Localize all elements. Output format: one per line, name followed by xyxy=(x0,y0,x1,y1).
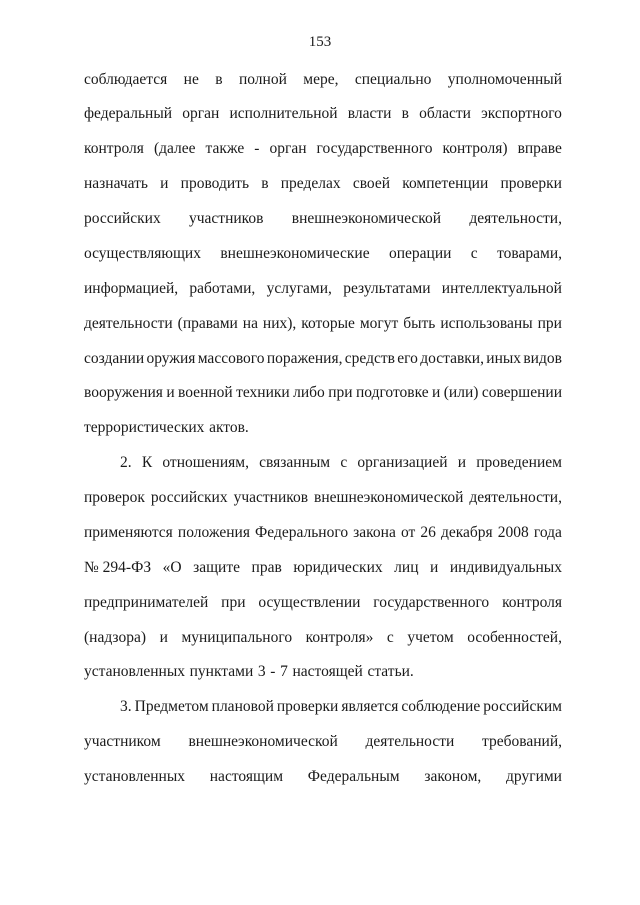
word: орган xyxy=(182,105,220,122)
word: российским xyxy=(483,698,562,715)
word: пунктами xyxy=(189,663,254,680)
word: орган xyxy=(269,140,307,157)
text-line xyxy=(84,174,562,194)
word: техники xyxy=(236,384,290,401)
word: учетом xyxy=(407,629,454,646)
word: - xyxy=(270,663,276,680)
word: в xyxy=(261,175,269,192)
word: компетенции xyxy=(402,175,489,192)
word: полной xyxy=(238,71,287,88)
word: поражения, xyxy=(266,350,343,367)
word: требований, xyxy=(482,733,562,750)
word: операции xyxy=(388,245,452,262)
word: деятельности xyxy=(84,315,173,332)
word: (правами xyxy=(177,315,238,332)
text-line xyxy=(84,662,562,682)
word: с xyxy=(470,245,478,262)
word: иных xyxy=(486,350,522,367)
word: с xyxy=(386,629,394,646)
word: либо xyxy=(293,384,325,401)
word: деятельности, xyxy=(469,489,562,506)
word: соблюдается xyxy=(84,71,168,88)
text-line xyxy=(84,558,562,578)
text-line xyxy=(84,523,562,543)
word: юридических xyxy=(293,559,383,576)
word: соблюдение xyxy=(401,698,481,715)
word: власти xyxy=(347,105,392,122)
word: мере, xyxy=(303,71,339,88)
text-line xyxy=(84,104,562,124)
word: внешнеэкономической xyxy=(314,489,464,506)
word: могут xyxy=(359,315,399,332)
word: 3 xyxy=(257,663,266,680)
word: государственного xyxy=(373,594,490,611)
word: назначать xyxy=(84,175,148,192)
word: услугами, xyxy=(266,280,332,297)
word: плановой xyxy=(211,698,274,715)
word: контроля) xyxy=(442,140,508,157)
word: является xyxy=(341,698,399,715)
word: при xyxy=(537,315,562,332)
word: террористических xyxy=(84,419,205,436)
word: участников xyxy=(188,210,264,227)
text-line xyxy=(84,139,562,159)
word: создании xyxy=(84,350,145,367)
word: российских xyxy=(84,210,161,227)
word: исполнительной xyxy=(229,105,338,122)
text-line xyxy=(84,209,562,229)
word: настоящей xyxy=(292,663,363,680)
word: проводить xyxy=(180,175,250,192)
text-line xyxy=(84,244,562,264)
word: (далее xyxy=(153,140,196,157)
word: уполномоченный xyxy=(447,71,562,88)
word: интеллектуальной xyxy=(441,280,562,297)
word: Предметом xyxy=(134,698,209,715)
word: и xyxy=(430,559,439,576)
word: вооружения xyxy=(84,384,163,401)
word: установленных xyxy=(84,663,185,680)
word: защите xyxy=(193,559,240,576)
text-line xyxy=(84,732,562,752)
word: установленных xyxy=(84,768,185,785)
word: и xyxy=(432,384,441,401)
word: российских xyxy=(150,489,228,506)
word: контроля xyxy=(84,140,144,157)
word: положения xyxy=(177,524,250,541)
word: проверки xyxy=(276,698,339,715)
word: 2. xyxy=(120,454,132,471)
text-line xyxy=(84,349,562,369)
text-line xyxy=(84,314,562,334)
word: внешнеэкономические xyxy=(220,245,370,262)
word: вправе xyxy=(517,140,562,157)
text-line xyxy=(84,279,562,299)
word: муниципального xyxy=(181,629,293,646)
word: прав xyxy=(251,559,282,576)
word: внешнеэкономической xyxy=(291,210,442,227)
word: - xyxy=(254,140,260,157)
word: области xyxy=(419,105,471,122)
word: и xyxy=(159,629,168,646)
word: предпринимателей xyxy=(84,594,209,611)
word: (или) xyxy=(443,384,479,401)
word: деятельности, xyxy=(469,210,562,227)
word: законом, xyxy=(424,768,482,785)
word: быть xyxy=(403,315,436,332)
word: актов. xyxy=(209,419,249,436)
word: подготовке xyxy=(355,384,429,401)
word: 7 xyxy=(280,663,288,680)
word: работами, xyxy=(189,280,256,297)
word: от xyxy=(400,524,416,541)
text-line xyxy=(84,628,562,648)
word: проверок xyxy=(84,489,145,506)
word: не xyxy=(183,71,199,88)
word: (надзора) xyxy=(84,629,146,646)
word: года xyxy=(533,524,562,541)
word: № 294-ФЗ xyxy=(84,559,152,576)
word: 2008 xyxy=(497,524,529,541)
text-line xyxy=(120,697,562,717)
word: проведением xyxy=(476,454,562,471)
text-line xyxy=(84,488,562,508)
word: лиц xyxy=(394,559,419,576)
word: при xyxy=(328,384,353,401)
text-line xyxy=(84,383,562,403)
word: своей xyxy=(352,175,391,192)
word: информацией, xyxy=(84,280,179,297)
word: в xyxy=(215,71,223,88)
word: пределах xyxy=(280,175,341,192)
word: внешнеэкономической xyxy=(188,733,338,750)
page-number: 153 xyxy=(308,34,332,50)
word: массового xyxy=(197,350,265,367)
word: федеральный xyxy=(84,105,173,122)
text-line xyxy=(84,70,562,90)
word: видов xyxy=(523,350,562,367)
word: участником xyxy=(84,733,161,750)
word: связанным xyxy=(259,454,331,471)
word: военной xyxy=(178,384,233,401)
word: и xyxy=(160,175,169,192)
word: и xyxy=(457,454,467,471)
word: в xyxy=(401,105,409,122)
word: 26 xyxy=(420,524,436,541)
text-line xyxy=(120,453,562,473)
word: индивидуальных xyxy=(449,559,562,576)
word: настоящим xyxy=(209,768,284,785)
word: контроля» xyxy=(305,629,374,646)
word: при xyxy=(221,594,246,611)
word: Федерального xyxy=(255,524,349,541)
word: с xyxy=(340,454,348,471)
word: другими xyxy=(506,768,562,785)
word: которые xyxy=(301,315,355,332)
word: также xyxy=(205,140,245,157)
word: доставки, xyxy=(420,350,484,367)
word: особенностей, xyxy=(467,629,562,646)
word: деятельности xyxy=(365,733,455,750)
word: и xyxy=(166,384,175,401)
word: применяются xyxy=(84,524,173,541)
word: них), xyxy=(262,315,297,332)
word: «О xyxy=(162,559,182,576)
text-line xyxy=(84,418,562,438)
word: декабря xyxy=(440,524,493,541)
word: проверки xyxy=(500,175,562,192)
word: отношениям, xyxy=(162,454,249,471)
word: организацией xyxy=(357,454,448,471)
word: экспортного xyxy=(481,105,562,122)
word: статьи. xyxy=(367,663,414,680)
word: осуществляющих xyxy=(84,245,201,262)
word: К xyxy=(141,454,153,471)
word: государственного xyxy=(316,140,433,157)
word: участников xyxy=(233,489,309,506)
word: 3. xyxy=(120,698,132,715)
word: совершении xyxy=(481,384,562,401)
word: использованы xyxy=(440,315,533,332)
word: Федеральным xyxy=(307,768,400,785)
word: закона xyxy=(353,524,396,541)
word: средств xyxy=(344,350,395,367)
word: товарами, xyxy=(497,245,562,262)
word: на xyxy=(242,315,258,332)
word: контроля xyxy=(502,594,562,611)
word: оружия xyxy=(146,350,196,367)
text-line xyxy=(84,593,562,613)
word: осуществлении xyxy=(258,594,361,611)
word: специально xyxy=(354,71,432,88)
text-line xyxy=(84,767,562,787)
word: его xyxy=(397,350,418,367)
word: результатами xyxy=(343,280,431,297)
